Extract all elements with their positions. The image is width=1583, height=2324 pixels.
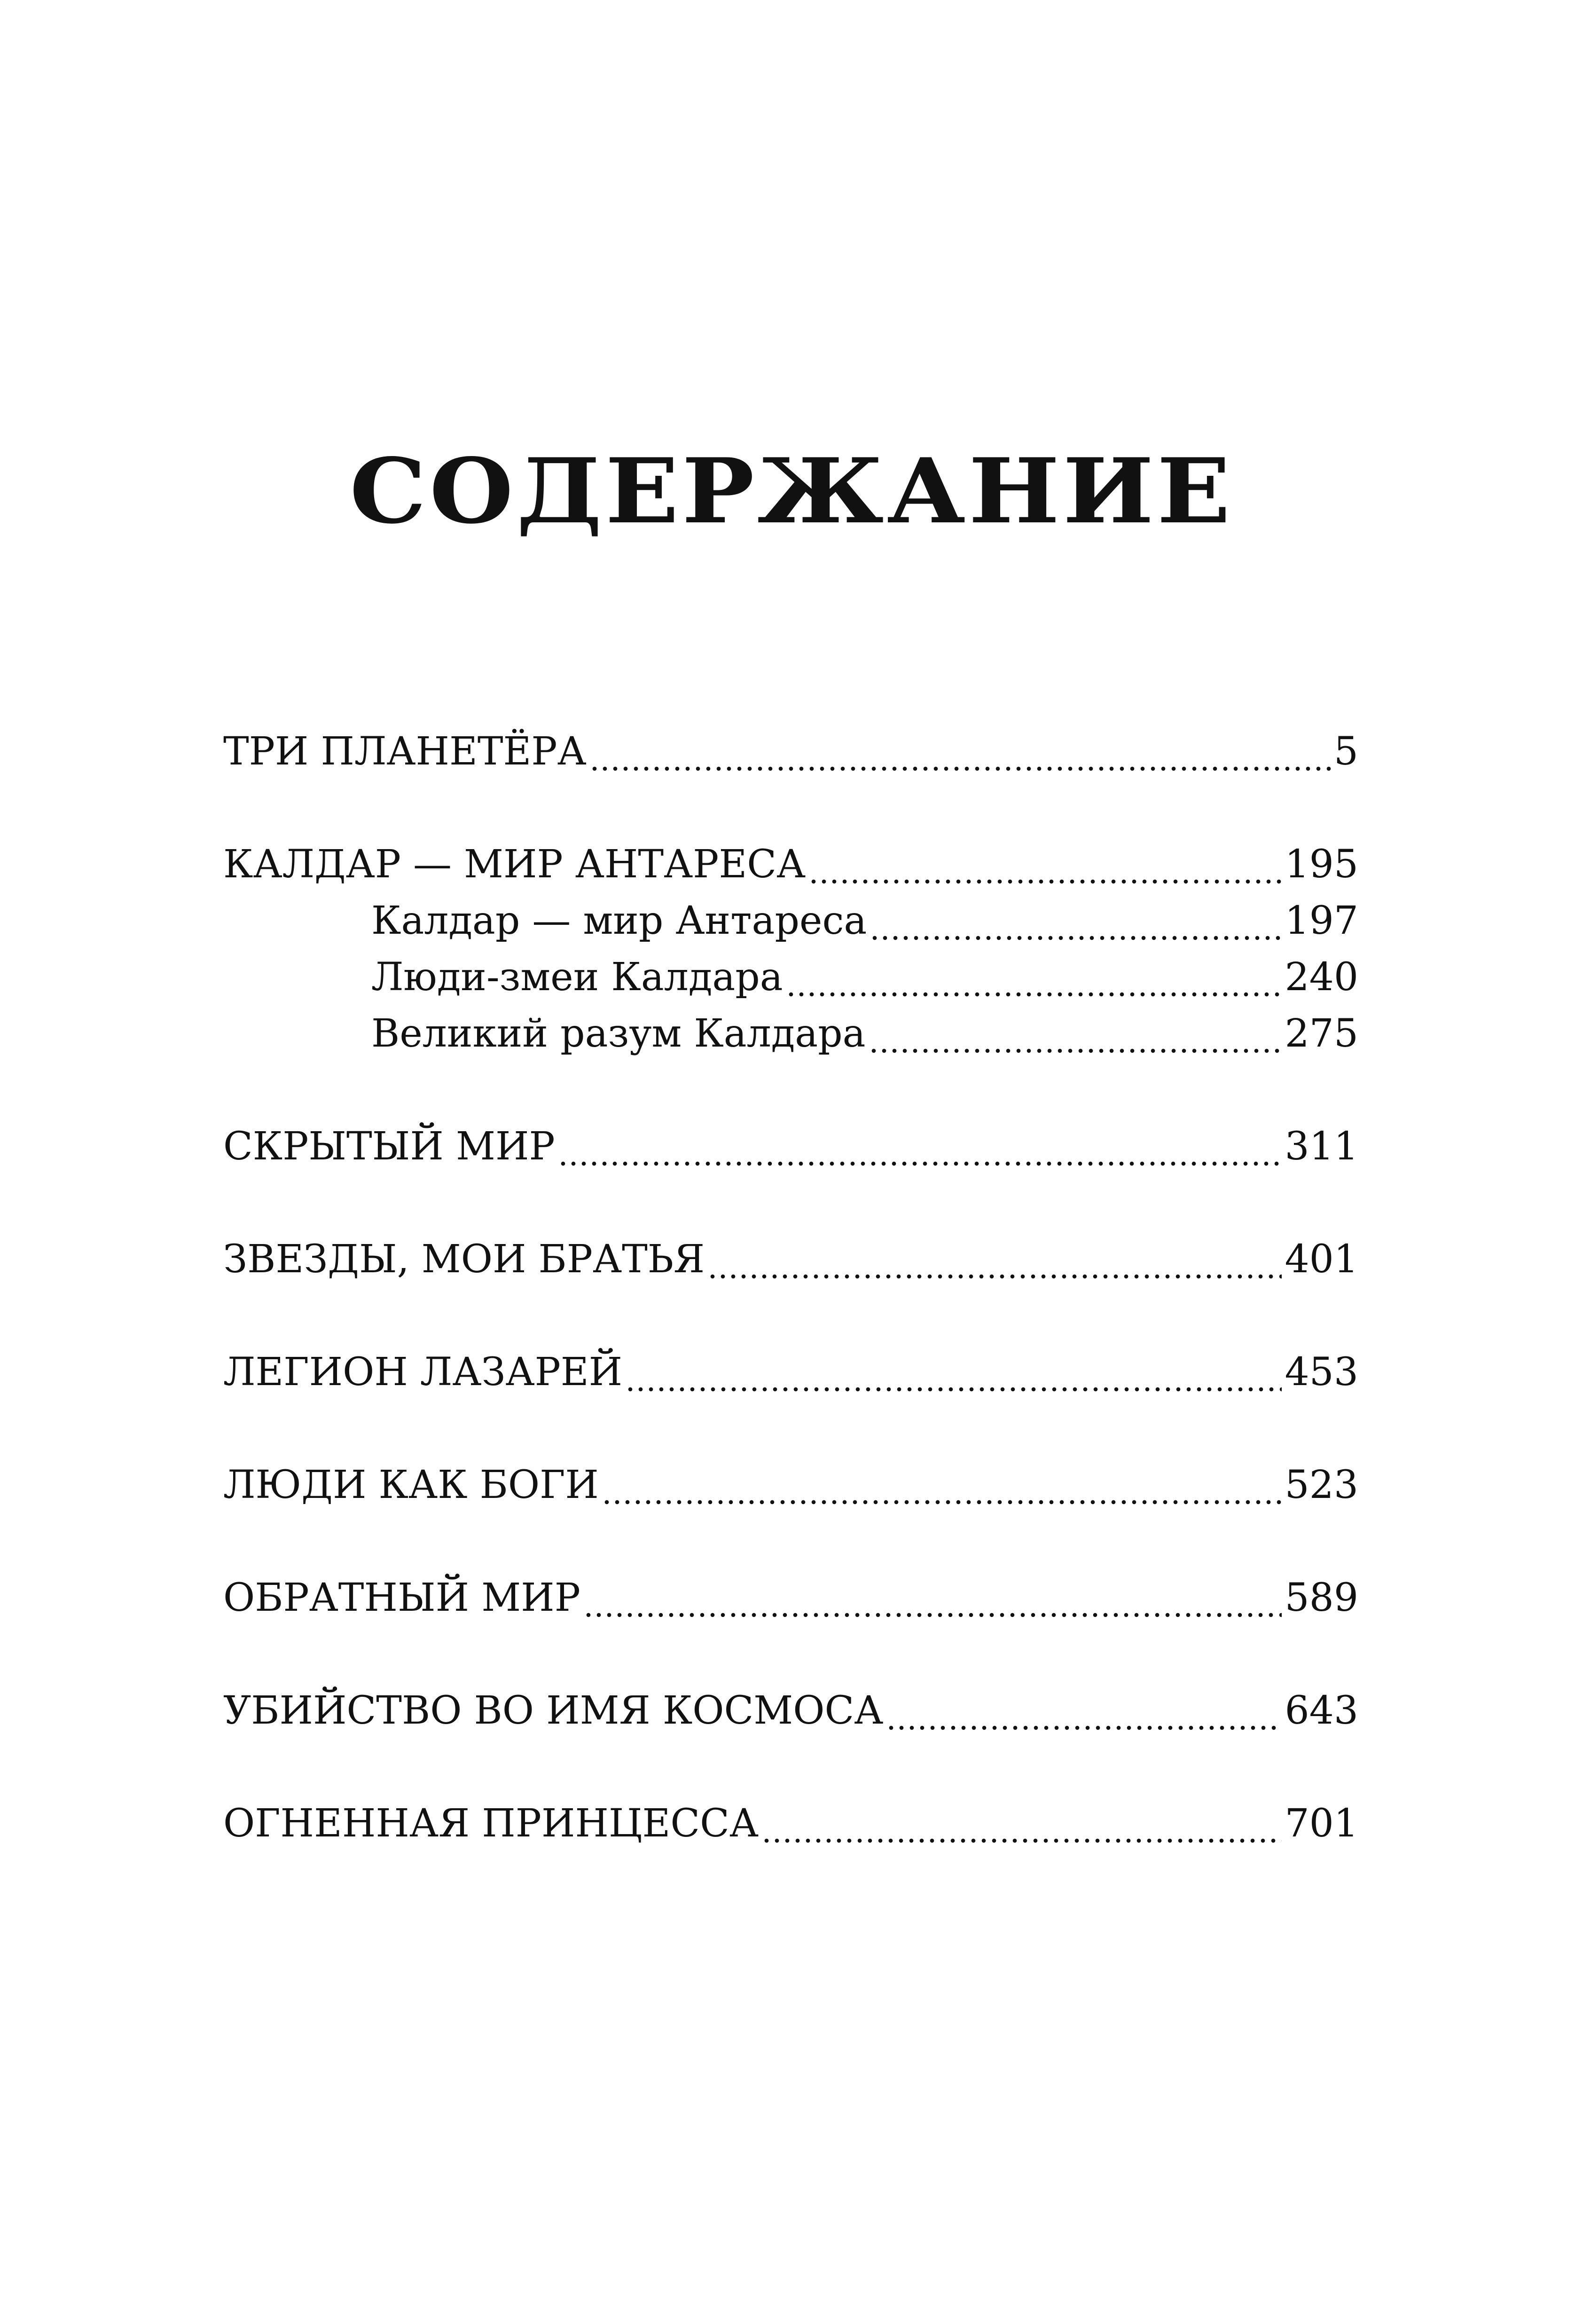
toc-entry-page-number: 195	[1285, 842, 1358, 887]
toc-subentry-page-number: 197	[1285, 898, 1358, 943]
toc-subentry-kaldar-mir-antaresa[interactable]	[371, 884, 1358, 943]
toc-entry-page-number: 401	[1285, 1237, 1358, 1282]
toc-subentry-label: Люди-змеи Калдара	[371, 955, 783, 1000]
toc-entry-ognennaya-princessa[interactable]	[223, 1787, 1358, 1846]
toc-entry-page-number: 701	[1285, 1801, 1358, 1846]
toc-entry-label: СКРЫТЫЙ МИР	[223, 1124, 555, 1169]
page-title: СОДЕРЖАНИЕ	[349, 439, 1234, 544]
toc-entry-page-number: 5	[1333, 729, 1358, 774]
toc-subentry-page-number: 275	[1285, 1011, 1358, 1056]
toc-entry-page-number: 453	[1285, 1350, 1358, 1394]
toc-entry-label: УБИЙСТВО ВО ИМЯ КОСМОСА	[223, 1688, 884, 1733]
dot-leader	[808, 845, 1282, 884]
toc-subentry-label: Великий разум Калдара	[371, 1011, 866, 1056]
dot-leader	[625, 1353, 1282, 1392]
dot-leader	[786, 958, 1282, 997]
toc-entry-label: ЗВЕЗДЫ, МОИ БРАТЬЯ	[223, 1237, 705, 1282]
toc-entry-tri-planetera[interactable]	[223, 715, 1358, 774]
toc-entry-label: ОБРАТНЫЙ МИР	[223, 1576, 580, 1620]
toc-entry-page-number: 311	[1285, 1124, 1358, 1169]
dot-leader	[886, 1692, 1282, 1730]
toc-entry-page-number: 589	[1285, 1576, 1358, 1620]
toc-entry-lyudi-kak-bogi[interactable]	[223, 1448, 1358, 1505]
toc-subentry-page-number: 240	[1285, 955, 1358, 1000]
toc-entry-legion-lazarey[interactable]	[223, 1335, 1358, 1392]
toc-entry-label: ЛЮДИ КАК БОГИ	[223, 1463, 599, 1507]
toc-entry-label: ЛЕГИОН ЛАЗАРЕЙ	[223, 1350, 623, 1394]
toc-entry-obratnyy-mir[interactable]	[223, 1561, 1358, 1620]
dot-leader	[870, 902, 1282, 940]
dot-leader	[558, 1127, 1282, 1166]
dot-leader	[707, 1240, 1282, 1279]
toc-entry-page-number: 643	[1285, 1688, 1358, 1733]
toc-subentry-label: Калдар — мир Антареса	[371, 898, 867, 943]
dot-leader	[869, 1015, 1282, 1053]
toc-subentry-velikiy-razum[interactable]	[371, 997, 1358, 1056]
toc-entry-label: ОГНЕННАЯ ПРИНЦЕССА	[223, 1801, 759, 1846]
dot-leader	[583, 1579, 1282, 1617]
toc-entry-zvezdy-moi-bratya[interactable]	[223, 1222, 1358, 1282]
toc-entry-skrytyy-mir[interactable]	[223, 1110, 1358, 1169]
toc-entry-label: КАЛДАР — МИР АНТАРЕСА	[223, 842, 806, 887]
toc-entry-kaldar-mir-antaresa[interactable]	[223, 827, 1358, 887]
toc-entry-page-number: 523	[1285, 1463, 1358, 1507]
toc-entry-ubiystvo-vo-imya-kosmosa[interactable]	[223, 1674, 1358, 1733]
dot-leader	[761, 1804, 1282, 1843]
toc-subentry-lyudi-zmei[interactable]	[371, 940, 1358, 1000]
dot-leader	[589, 733, 1331, 771]
toc-entry-label: ТРИ ПЛАНЕТЁРА	[223, 729, 587, 774]
dot-leader	[602, 1466, 1282, 1505]
